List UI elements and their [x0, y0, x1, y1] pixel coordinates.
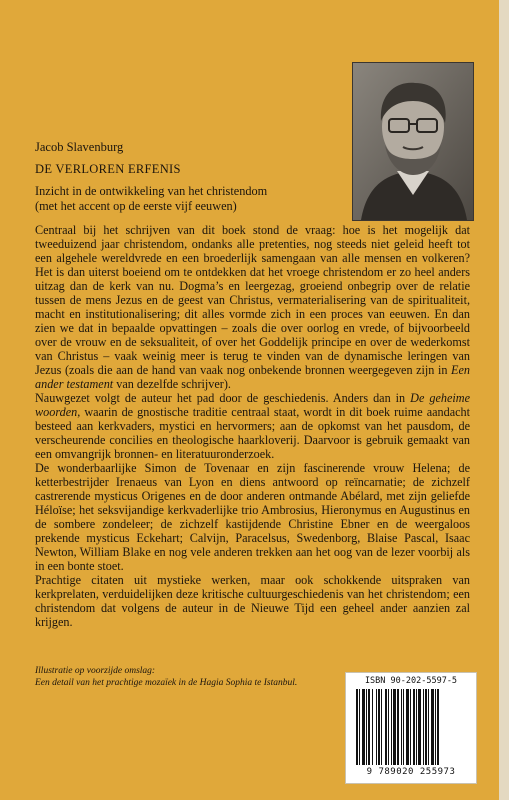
subtitle-line: (met het accent op de eerste vijf eeuwen)	[35, 199, 237, 213]
barcode-bar	[397, 689, 399, 765]
barcode-bar	[410, 689, 411, 765]
barcode-bar	[388, 689, 389, 765]
barcode-bar	[416, 689, 417, 765]
blurb-paragraph: Prachtige citaten uit mystieke werken, maar ook schokkende uitspraken van kerkprelaten, verduidelijken deze kritische cultuurgeschiedenis van het christendom; een christendom dat volgens de auteur in de Nieuwe Tijd een geheel ander aanzien zal krijgen.	[35, 573, 470, 629]
barcode-bar	[435, 689, 436, 765]
barcode-bar	[366, 689, 367, 765]
barcode-bar	[356, 689, 358, 765]
blurb-paragraph: De wonderbaarlijke Simon de Tovenaar en zijn fascinerende vrouw Helena; de ketterbestrijder Irenaeus van Lyon en diens antwoord op reïncarnatie; de zichzelf castrerende mysticus Origenes en de door anderen ontmande Abélard, met zijn geliefde Héloïse; het seksvijandige kerkvaderlijke trio Ambrosius, Hieronymus en Augustinus en de sombere zondeleer; de zichzelf kastijdende Christine Ebner en de weergaloos prekende mysticus Eckehart; Calvijn, Paracelsus, Swedenborg, Blaise Pascal, Isaac Newton, William Blake en nog vele anderen trekken aan het oog van de lezer voorbij als in een bonte stoet.	[35, 461, 470, 573]
barcode-bar	[403, 689, 404, 765]
credit-line: Een detail van het prachtige mozaïek in de Hagia Sophia te Istanbul.	[35, 678, 298, 688]
blurb-paragraph: Centraal bij het schrijven van dit boek stond de vraag: hoe is het mogelijk dat tweeduizend jaar christendom, ondanks alle pretenties, nog steeds niet geleid heeft tot een algehele wereldvrede en een broederlijk samengaan van alle mensen en volkeren? Het is dan uiterst boeiend om te ontdekken dat het vroege christendom er zo heel anders uitzag dan de kerk van nu. Dogma’s en leergezag, groeiend onbegrip over de relatie tussen de mens Jezus en de geest van Christus, vermaterialisering van de spiritualiteit, macht en institutionalisering; dit alles vormde zich in een proces van eeuwen. En dan zien we dat in bepaalde opvattingen – zoals die over oorlog en vrede, of bijvoorbeeld over de vrouw en de seksualiteit, of over het Goddelijk principe en over de wederkomst van Christus – vaak weinig meer is terug te vinden van de dynamische leringen van Jezus (zoals die aan de hand van vaak nog onbekende bronnen weergegeven zijn in Een ander testament van dezelfde schrijver).	[35, 223, 470, 391]
barcode-bar	[362, 689, 365, 765]
barcode-bar	[381, 689, 382, 765]
barcode-bar	[425, 689, 427, 765]
barcode-bar	[378, 689, 380, 765]
barcode-bar	[406, 689, 409, 765]
barcode-bar	[401, 689, 402, 765]
barcode-bar	[385, 689, 387, 765]
cover-illustration-credit	[35, 665, 355, 689]
barcode-bar	[413, 689, 415, 765]
book-title: DE VERLOREN ERFENIS	[35, 162, 181, 176]
barcode-label	[345, 672, 477, 784]
barcode-bar	[393, 689, 396, 765]
barcode-digits: 9 789020 255973	[366, 767, 456, 777]
barcode-bar	[437, 689, 439, 765]
barcode-bar	[418, 689, 421, 765]
barcode-bar	[423, 689, 424, 765]
blurb-text	[35, 223, 470, 629]
barcode-bar	[372, 689, 373, 765]
barcode-icon	[356, 689, 466, 765]
barcode-bar	[428, 689, 429, 765]
barcode-bar	[368, 689, 370, 765]
barcode-bar	[431, 689, 434, 765]
isbn-number: ISBN 90-202-5597-5	[364, 676, 458, 686]
page-edge	[499, 0, 509, 800]
barcode-bar	[391, 689, 392, 765]
subtitle-line: Inzicht in de ontwikkeling van het christendom	[35, 184, 268, 198]
barcode-bar	[359, 689, 360, 765]
blurb-paragraph: Nauwgezet volgt de auteur het pad door de geschiedenis. Anders dan in De geheime woorden, waarin de gnostische traditie centraal staat, wordt in dit boek ruime aandacht besteed aan kerkvaders, mystici en hervormers; aan de opkomst van het pausdom, de verscheurende concilies en theologische haarkloverij. Daarvoor is gebruik gemaakt van een omvangrijk bronnen- en literatuuronderzoek.	[35, 391, 470, 461]
credit-line: Illustratie op voorzijde omslag:	[35, 666, 156, 676]
book-subtitle	[35, 184, 470, 214]
barcode-bar	[376, 689, 377, 765]
author-name: Jacob Slavenburg	[35, 140, 124, 154]
